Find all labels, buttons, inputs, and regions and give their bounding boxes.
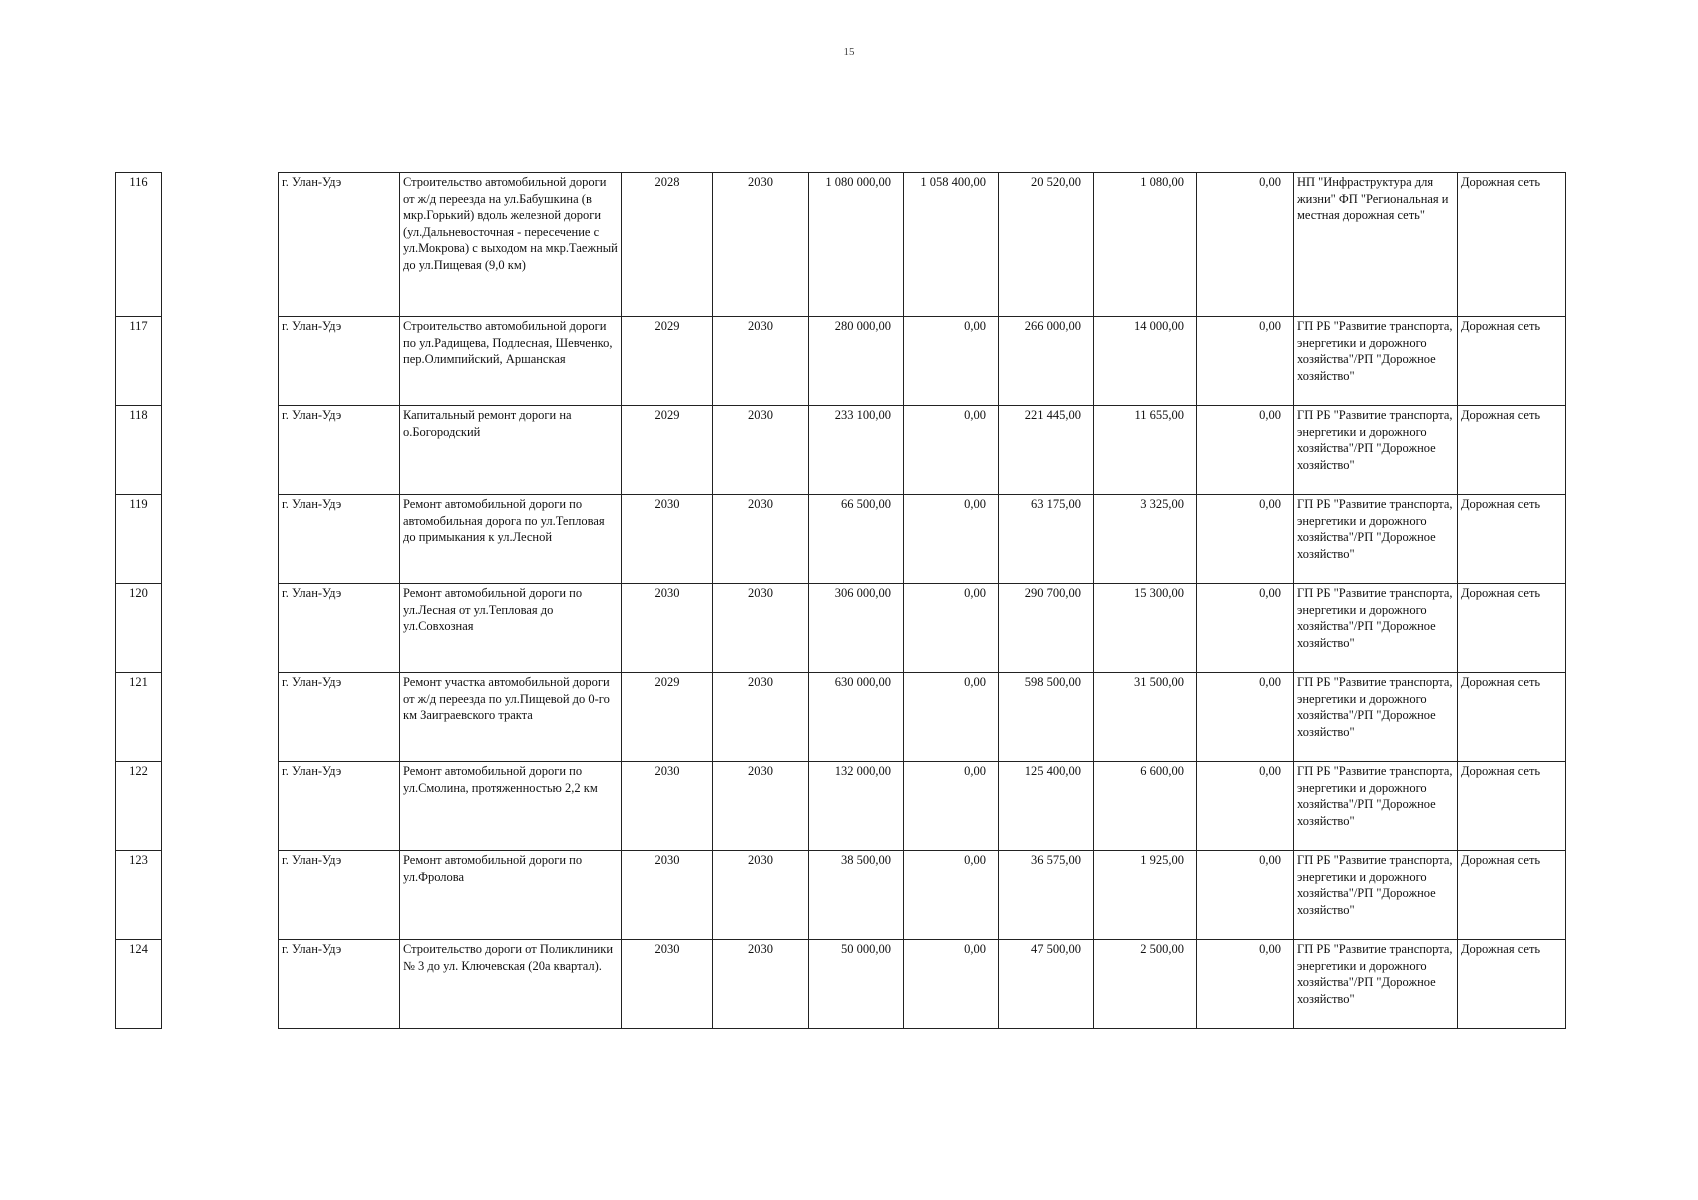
regional-amount-cell: 221 445,00 [999,406,1094,495]
category-cell: Дорожная сеть [1458,317,1566,406]
year-start-cell: 2029 [622,673,713,762]
city-cell: г. Улан-Удэ [279,495,400,584]
table-row [279,406,1566,495]
federal-amount-cell: 0,00 [904,317,999,406]
category-cell: Дорожная сеть [1458,495,1566,584]
other-amount-cell: 0,00 [1197,317,1294,406]
program-cell: ГП РБ "Развитие транспорта, энергетики и дорожного хозяйства"/РП "Дорожное хозяйство" [1294,317,1458,406]
row-number-cell: 121 [116,673,162,762]
federal-amount-cell: 0,00 [904,584,999,673]
federal-amount-cell: 1 058 400,00 [904,173,999,317]
category-cell: Дорожная сеть [1458,851,1566,940]
local-amount-cell: 6 600,00 [1094,762,1197,851]
table-row [279,584,1566,673]
description-cell: Строительство автомобильной дороги от ж/д переезда на ул.Бабушкина (в мкр.Горький) вдоль железной дороги (ул.Дальневосточная - пересечение с ул.Мокрова) с выходом на мкр.Таежный до ул.Пищевая (9,0 км) [400,173,622,317]
other-amount-cell: 0,00 [1197,673,1294,762]
year-end-cell: 2030 [713,173,809,317]
total-amount-cell: 630 000,00 [809,673,904,762]
program-cell: ГП РБ "Развитие транспорта, энергетики и дорожного хозяйства"/РП "Дорожное хозяйство" [1294,495,1458,584]
row-number-cell: 117 [116,317,162,406]
row-number-row [116,406,162,495]
program-cell: ГП РБ "Развитие транспорта, энергетики и дорожного хозяйства"/РП "Дорожное хозяйство" [1294,940,1458,1029]
description-cell: Ремонт автомобильной дороги по автомобильная дорога по ул.Тепловая до примыкания к ул.Лесной [400,495,622,584]
regional-amount-cell: 266 000,00 [999,317,1094,406]
year-end-cell: 2030 [713,584,809,673]
description-cell: Ремонт автомобильной дороги по ул.Фролова [400,851,622,940]
other-amount-cell: 0,00 [1197,406,1294,495]
year-start-cell: 2028 [622,173,713,317]
total-amount-cell: 306 000,00 [809,584,904,673]
total-amount-cell: 233 100,00 [809,406,904,495]
category-cell: Дорожная сеть [1458,762,1566,851]
row-number-cell: 116 [116,173,162,317]
year-start-cell: 2030 [622,495,713,584]
other-amount-cell: 0,00 [1197,940,1294,1029]
regional-amount-cell: 290 700,00 [999,584,1094,673]
year-end-cell: 2030 [713,406,809,495]
total-amount-cell: 132 000,00 [809,762,904,851]
other-amount-cell: 0,00 [1197,584,1294,673]
row-number-row [116,317,162,406]
row-number-row [116,173,162,317]
page-number: 15 [843,46,855,58]
table-row [279,173,1566,317]
row-number-row [116,673,162,762]
total-amount-cell: 38 500,00 [809,851,904,940]
federal-amount-cell: 0,00 [904,762,999,851]
city-cell: г. Улан-Удэ [279,762,400,851]
regional-amount-cell: 125 400,00 [999,762,1094,851]
year-end-cell: 2030 [713,673,809,762]
city-cell: г. Улан-Удэ [279,673,400,762]
federal-amount-cell: 0,00 [904,851,999,940]
description-cell: Строительство автомобильной дороги по ул.Радищева, Подлесная, Шевченко, пер.Олимпийский, Аршанская [400,317,622,406]
federal-amount-cell: 0,00 [904,673,999,762]
other-amount-cell: 0,00 [1197,851,1294,940]
year-end-cell: 2030 [713,762,809,851]
projects-table [278,172,1566,1029]
year-start-cell: 2030 [622,940,713,1029]
description-cell: Ремонт участка автомобильной дороги от ж/д переезда по ул.Пищевой до 0-го км Заиграевского тракта [400,673,622,762]
year-start-cell: 2029 [622,317,713,406]
federal-amount-cell: 0,00 [904,940,999,1029]
table-row [279,317,1566,406]
federal-amount-cell: 0,00 [904,495,999,584]
regional-amount-cell: 36 575,00 [999,851,1094,940]
row-number-row [116,940,162,1029]
row-number-cell: 120 [116,584,162,673]
city-cell: г. Улан-Удэ [279,317,400,406]
category-cell: Дорожная сеть [1458,173,1566,317]
year-start-cell: 2030 [622,851,713,940]
total-amount-cell: 1 080 000,00 [809,173,904,317]
row-number-row [116,851,162,940]
local-amount-cell: 2 500,00 [1094,940,1197,1029]
table-row [279,495,1566,584]
program-cell: НП "Инфраструктура для жизни" ФП "Региональная и местная дорожная сеть" [1294,173,1458,317]
row-number-cell: 122 [116,762,162,851]
city-cell: г. Улан-Удэ [279,851,400,940]
year-end-cell: 2030 [713,495,809,584]
category-cell: Дорожная сеть [1458,940,1566,1029]
description-cell: Ремонт автомобильной дороги по ул.Лесная от ул.Тепловая до ул.Совхозная [400,584,622,673]
category-cell: Дорожная сеть [1458,406,1566,495]
federal-amount-cell: 0,00 [904,406,999,495]
year-end-cell: 2030 [713,940,809,1029]
row-number-row [116,495,162,584]
city-cell: г. Улан-Удэ [279,406,400,495]
total-amount-cell: 280 000,00 [809,317,904,406]
year-start-cell: 2029 [622,406,713,495]
table-row [279,762,1566,851]
program-cell: ГП РБ "Развитие транспорта, энергетики и дорожного хозяйства"/РП "Дорожное хозяйство" [1294,762,1458,851]
row-number-row [116,762,162,851]
row-number-cell: 124 [116,940,162,1029]
year-start-cell: 2030 [622,584,713,673]
local-amount-cell: 15 300,00 [1094,584,1197,673]
other-amount-cell: 0,00 [1197,173,1294,317]
city-cell: г. Улан-Удэ [279,584,400,673]
table-row [279,940,1566,1029]
program-cell: ГП РБ "Развитие транспорта, энергетики и дорожного хозяйства"/РП "Дорожное хозяйство" [1294,406,1458,495]
row-number-column [115,172,162,1029]
other-amount-cell: 0,00 [1197,762,1294,851]
table-row [279,673,1566,762]
row-number-cell: 118 [116,406,162,495]
city-cell: г. Улан-Удэ [279,940,400,1029]
regional-amount-cell: 598 500,00 [999,673,1094,762]
category-cell: Дорожная сеть [1458,584,1566,673]
city-cell: г. Улан-Удэ [279,173,400,317]
local-amount-cell: 31 500,00 [1094,673,1197,762]
other-amount-cell: 0,00 [1197,495,1294,584]
local-amount-cell: 3 325,00 [1094,495,1197,584]
total-amount-cell: 66 500,00 [809,495,904,584]
table-row [279,851,1566,940]
local-amount-cell: 1 925,00 [1094,851,1197,940]
regional-amount-cell: 20 520,00 [999,173,1094,317]
program-cell: ГП РБ "Развитие транспорта, энергетики и дорожного хозяйства"/РП "Дорожное хозяйство" [1294,851,1458,940]
local-amount-cell: 1 080,00 [1094,173,1197,317]
description-cell: Ремонт автомобильной дороги по ул.Смолина, протяженностью 2,2 км [400,762,622,851]
year-end-cell: 2030 [713,851,809,940]
year-start-cell: 2030 [622,762,713,851]
category-cell: Дорожная сеть [1458,673,1566,762]
year-end-cell: 2030 [713,317,809,406]
total-amount-cell: 50 000,00 [809,940,904,1029]
regional-amount-cell: 47 500,00 [999,940,1094,1029]
description-cell: Капитальный ремонт дороги на о.Богородский [400,406,622,495]
local-amount-cell: 14 000,00 [1094,317,1197,406]
row-number-cell: 119 [116,495,162,584]
row-number-cell: 123 [116,851,162,940]
row-number-row [116,584,162,673]
description-cell: Строительство дороги от Поликлиники № 3 до ул. Ключевская (20а квартал). [400,940,622,1029]
program-cell: ГП РБ "Развитие транспорта, энергетики и дорожного хозяйства"/РП "Дорожное хозяйство" [1294,584,1458,673]
program-cell: ГП РБ "Развитие транспорта, энергетики и дорожного хозяйства"/РП "Дорожное хозяйство" [1294,673,1458,762]
local-amount-cell: 11 655,00 [1094,406,1197,495]
regional-amount-cell: 63 175,00 [999,495,1094,584]
